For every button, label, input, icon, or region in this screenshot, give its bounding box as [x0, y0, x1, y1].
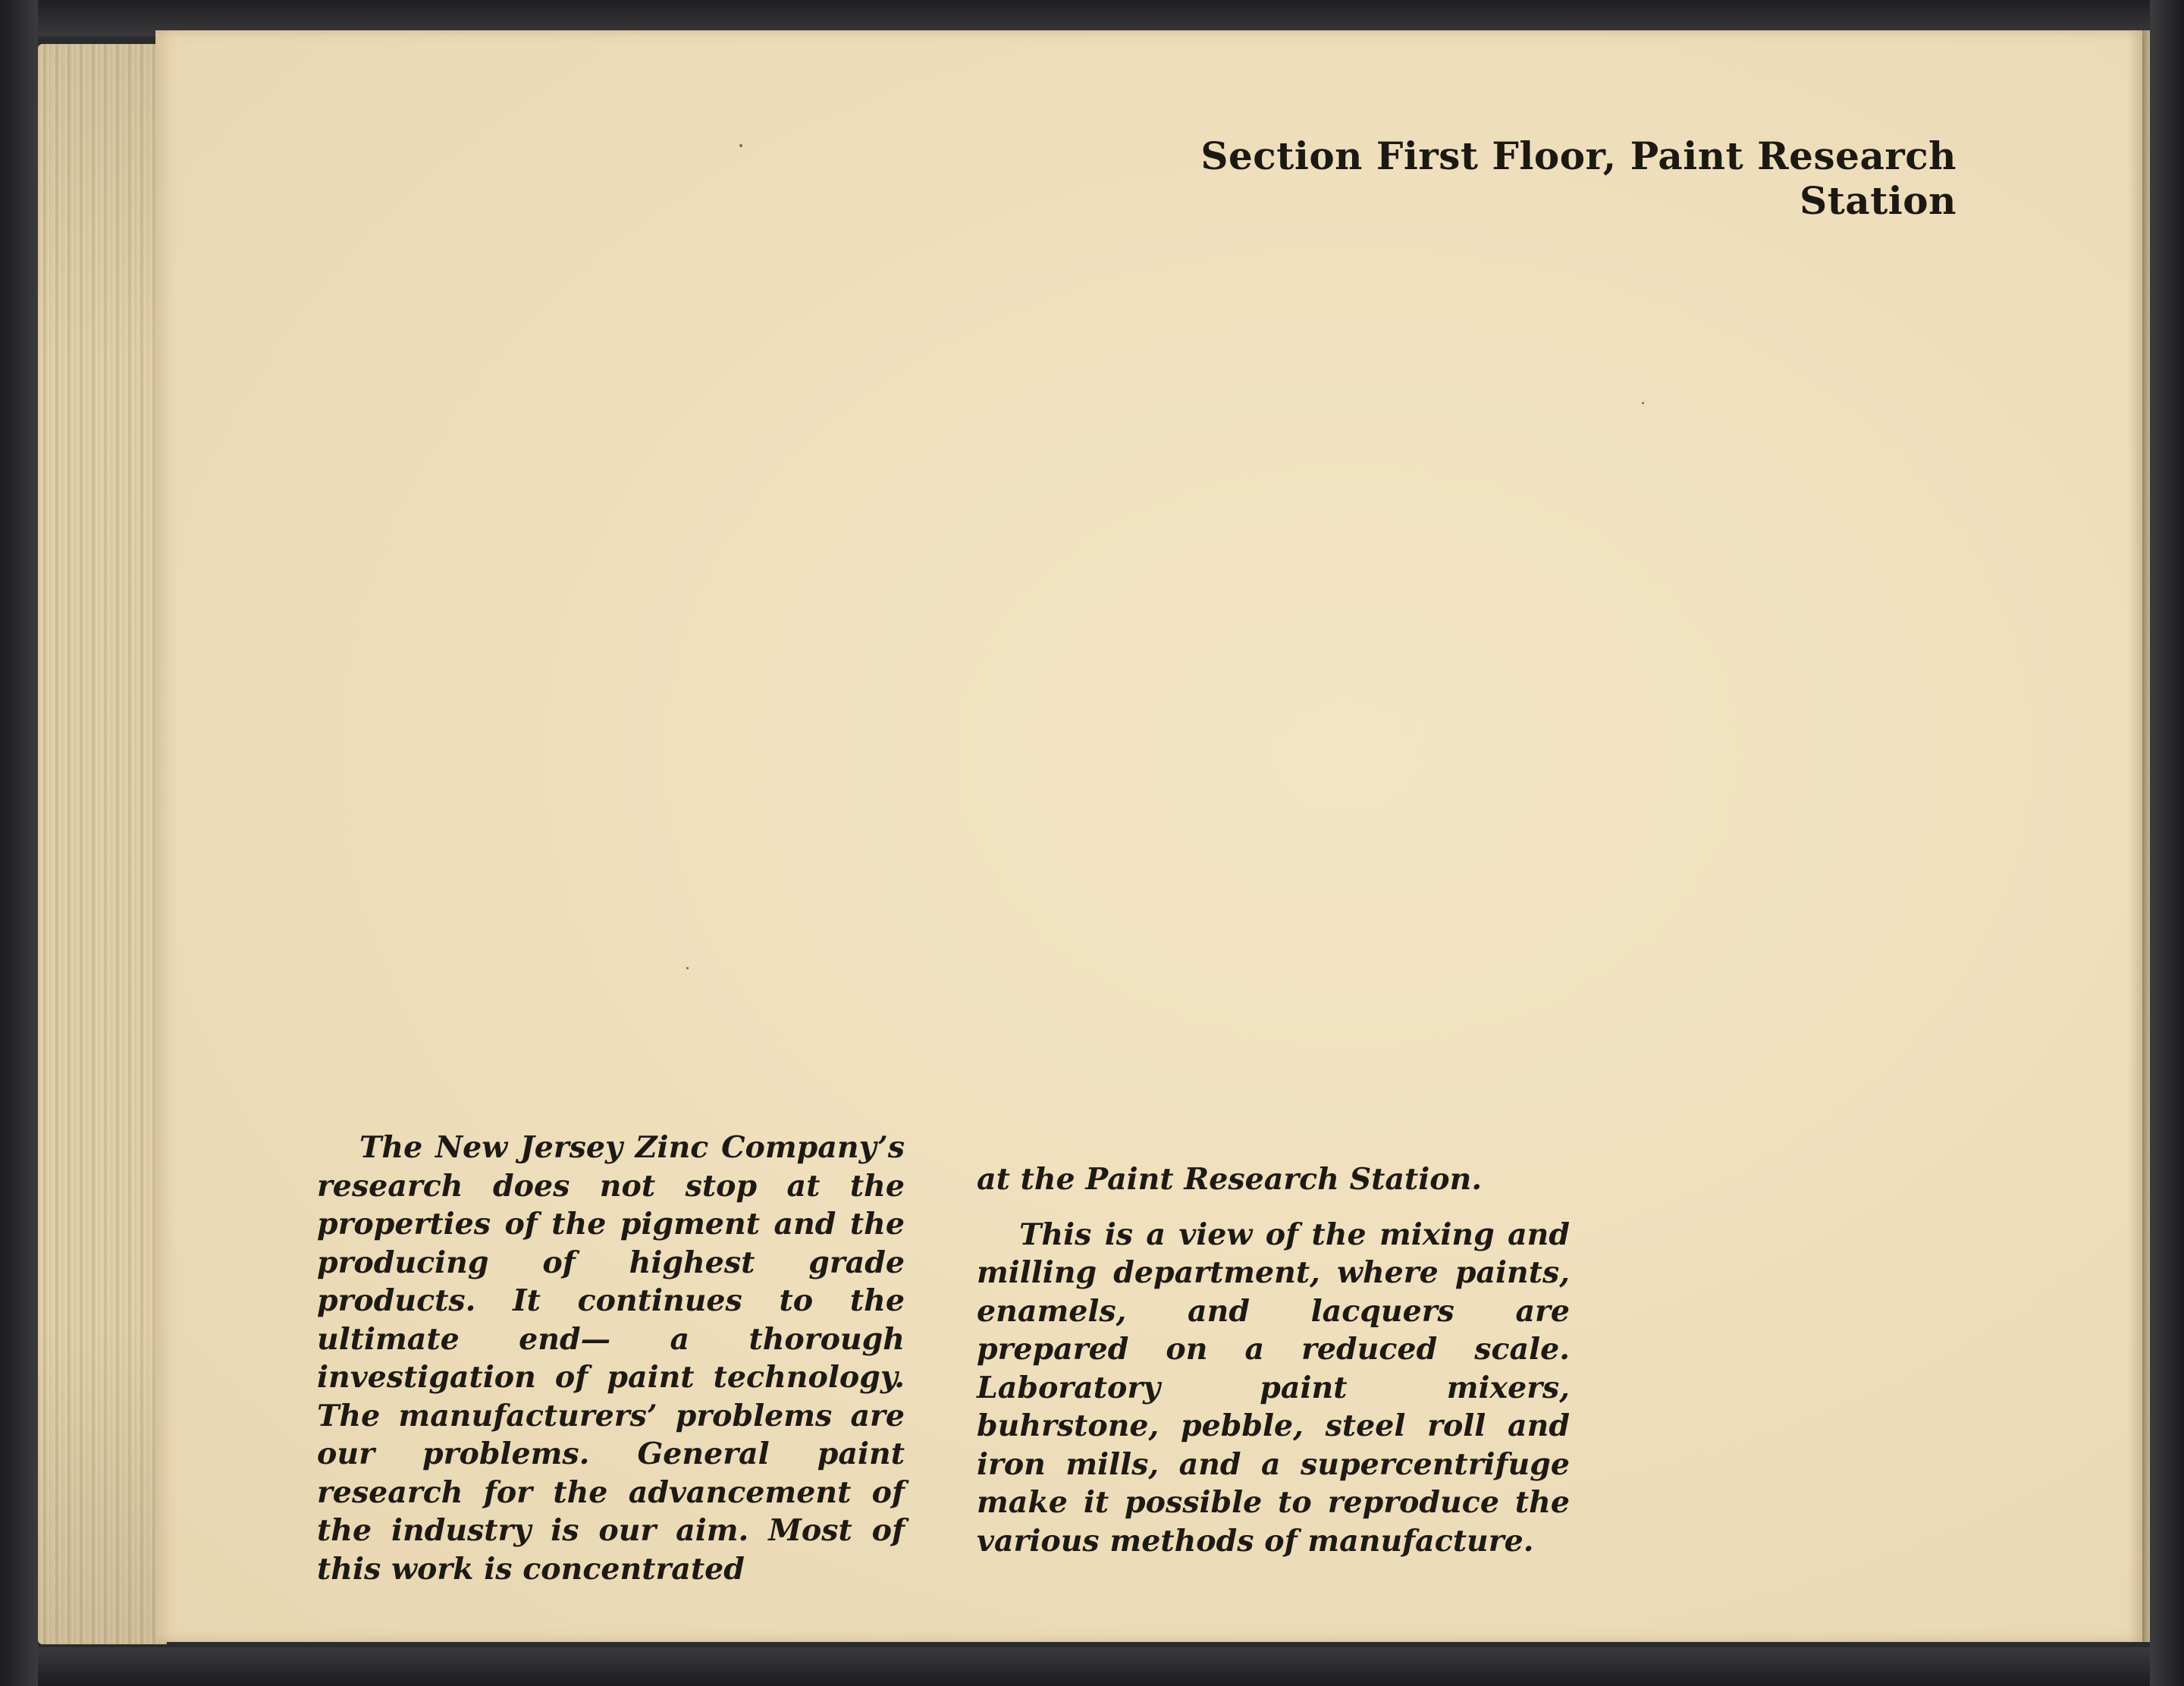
paper-speck: [1642, 402, 1644, 404]
book-cover-right-edge: [2150, 0, 2184, 1686]
text-column-right: [977, 1160, 1570, 1560]
page-heading: Section First Floor, Paint Research Station: [1200, 133, 1956, 223]
continuation-line: at the Paint Research Station.: [977, 1162, 1483, 1197]
paper-speck: [686, 967, 689, 969]
page-gutter-shadow: [2127, 30, 2150, 1642]
text-column-left: [317, 1129, 905, 1588]
paper-speck: [739, 144, 742, 147]
page-stack-edges: [38, 44, 167, 1644]
body-paragraph-right: This is a view of the mixing and milling department, where paints, enamels, and lacquers are prepared on a reduced scale. Laboratory paint mixers, buhrstone, pebble, steel roll and iron mills, and a supercentrifuge make it possible to reproduce the various methods of manufacture.: [977, 1217, 1570, 1559]
book-cover-left-edge: [0, 0, 38, 1686]
book-cover-bottom-edge: [0, 1647, 2184, 1686]
body-paragraph-left: The New Jersey Zinc Company’s research does not stop at the properties of the pigment and the producing of highest grade products. It continues to the ultimate end— a thorough investigation of paint technology. The manufacturers’ problems are our problems. General paint research for the advancement of the industry is our aim. Most of this work is concentrated: [317, 1130, 905, 1587]
